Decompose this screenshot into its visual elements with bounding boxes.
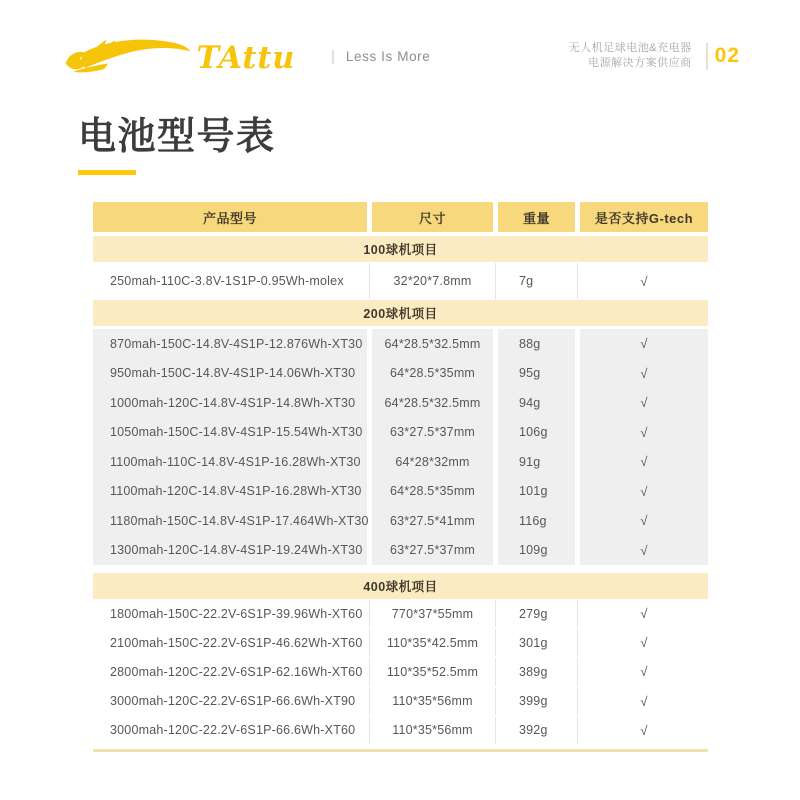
tagline-separator: | (331, 47, 335, 65)
gtech-check-mark: √ (580, 687, 708, 716)
weight-cell: 101g (498, 477, 575, 507)
gtech-check-mark: √ (580, 262, 708, 300)
weight-cell: 301g (498, 628, 575, 657)
table-header-row (93, 202, 708, 232)
table-row (93, 599, 708, 628)
model-cell: 2800mah-120C-22.2V-6S1P-62.16Wh-XT60 (110, 664, 363, 679)
weight-cell: 88g (498, 329, 575, 359)
model-cell: 1000mah-120C-14.8V-4S1P-14.8Wh-XT30 (93, 388, 367, 418)
table-row (93, 418, 708, 448)
gtech-check-mark: √ (580, 657, 708, 686)
gtech-check-mark: √ (580, 716, 708, 745)
weight-cell: 95g (498, 359, 575, 389)
gtech-check-mark: √ (580, 536, 708, 566)
dimension-cell: 110*35*56mm (372, 716, 493, 745)
weight-cell: 106g (498, 418, 575, 448)
table-sections (93, 236, 708, 745)
weight-cell: 7g (498, 262, 575, 300)
table-section (93, 300, 708, 565)
dimension-cell: 64*28.5*32.5mm (372, 388, 493, 418)
table-row (93, 716, 708, 745)
model-cell: 2100mah-150C-22.2V-6S1P-46.62Wh-XT60 (110, 635, 363, 650)
gtech-check-mark: √ (580, 388, 708, 418)
table-section (93, 236, 708, 300)
weight-cell: 116g (498, 506, 575, 536)
dimension-cell: 110*35*56mm (372, 687, 493, 716)
weight-cell: 389g (498, 657, 575, 686)
gtech-check-mark: √ (580, 477, 708, 507)
dimension-cell: 110*35*42.5mm (372, 628, 493, 657)
dimension-cell: 110*35*52.5mm (372, 657, 493, 686)
brand-tagline: Less Is More (345, 48, 431, 64)
model-cell: 1100mah-110C-14.8V-4S1P-16.28Wh-XT30 (93, 447, 367, 477)
page-number: 02 (714, 44, 740, 67)
table-row (93, 262, 708, 300)
table-row (93, 477, 708, 507)
section-rows (93, 329, 708, 565)
header-subtitle-line1: 无人机足球电池&充电器 (568, 42, 692, 54)
header-subtitle (569, 41, 692, 71)
column-header-dimensions: 尺寸 (372, 202, 493, 232)
section-band-label: 400球机项目 (93, 573, 708, 599)
weight-cell: 399g (498, 687, 575, 716)
gtech-check-mark: √ (580, 447, 708, 477)
table-row (93, 506, 708, 536)
gtech-check-mark: √ (580, 506, 708, 536)
section-band-label: 200球机项目 (93, 300, 708, 326)
table-row (93, 657, 708, 686)
model-cell: 1100mah-120C-14.8V-4S1P-16.28Wh-XT30 (93, 477, 367, 507)
dimension-cell: 64*28*32mm (372, 447, 493, 477)
table-row (93, 536, 708, 566)
weight-cell: 94g (498, 388, 575, 418)
dimension-cell: 64*28.5*35mm (372, 477, 493, 507)
weight-cell: 392g (498, 716, 575, 745)
table-bottom-rule (93, 749, 708, 752)
section-band-label: 100球机项目 (93, 236, 708, 262)
tattu-lion-logo (62, 33, 320, 79)
gtech-check-mark: √ (580, 418, 708, 448)
model-cell: 1180mah-150C-14.8V-4S1P-17.464Wh-XT30 (93, 506, 367, 536)
model-cell: 1300mah-120C-14.8V-4S1P-19.24Wh-XT30 (93, 536, 367, 566)
title-block (78, 114, 276, 175)
dimension-cell: 32*20*7.8mm (372, 262, 493, 300)
model-cell: 870mah-150C-14.8V-4S1P-12.876Wh-XT30 (93, 329, 367, 359)
model-cell: 1050mah-150C-14.8V-4S1P-15.54Wh-XT30 (93, 418, 367, 448)
weight-cell: 109g (498, 536, 575, 566)
page-title: 电池型号表 (78, 116, 276, 158)
model-cell: 950mah-150C-14.8V-4S1P-14.06Wh-XT30 (93, 359, 367, 389)
section-rows (93, 262, 708, 300)
table-row (93, 628, 708, 657)
model-cell: 3000mah-120C-22.2V-6S1P-66.6Wh-XT60 (110, 723, 356, 738)
dimension-cell: 63*27.5*37mm (372, 536, 493, 566)
gtech-check-mark: √ (580, 329, 708, 359)
dimension-cell: 64*28.5*35mm (372, 359, 493, 389)
dimension-cell: 63*27.5*41mm (372, 506, 493, 536)
section-rows (93, 599, 708, 745)
spec-table (93, 202, 708, 752)
header-subtitle-line2: 电源解决方案供应商 (588, 57, 692, 69)
weight-cell: 279g (498, 599, 575, 628)
logo-wordmark: TAttu (196, 39, 296, 76)
model-cell: 1800mah-150C-22.2V-6S1P-39.96Wh-XT60 (110, 606, 363, 621)
weight-cell: 91g (498, 447, 575, 477)
table-row (93, 329, 708, 359)
table-row (93, 359, 708, 389)
gtech-check-mark: √ (580, 599, 708, 628)
header-divider (706, 43, 708, 70)
gtech-check-mark: √ (580, 359, 708, 389)
model-cell: 250mah-110C-3.8V-1S1P-0.95Wh-molex (110, 274, 344, 288)
column-header-model: 产品型号 (93, 202, 367, 232)
dimension-cell: 63*27.5*37mm (372, 418, 493, 448)
table-row (93, 447, 708, 477)
model-cell: 3000mah-120C-22.2V-6S1P-66.6Wh-XT90 (110, 694, 356, 709)
page-header (62, 32, 740, 80)
title-underline (78, 170, 136, 175)
gtech-check-mark: √ (580, 628, 708, 657)
column-header-weight: 重量 (498, 202, 575, 232)
dimension-cell: 770*37*55mm (372, 599, 493, 628)
brand-lockup (62, 33, 430, 79)
table-row (93, 687, 708, 716)
table-section (93, 573, 708, 745)
dimension-cell: 64*28.5*32.5mm (372, 329, 493, 359)
table-row (93, 388, 708, 418)
header-right (569, 41, 740, 71)
column-header-gtech: 是否支持G-tech (580, 202, 708, 232)
